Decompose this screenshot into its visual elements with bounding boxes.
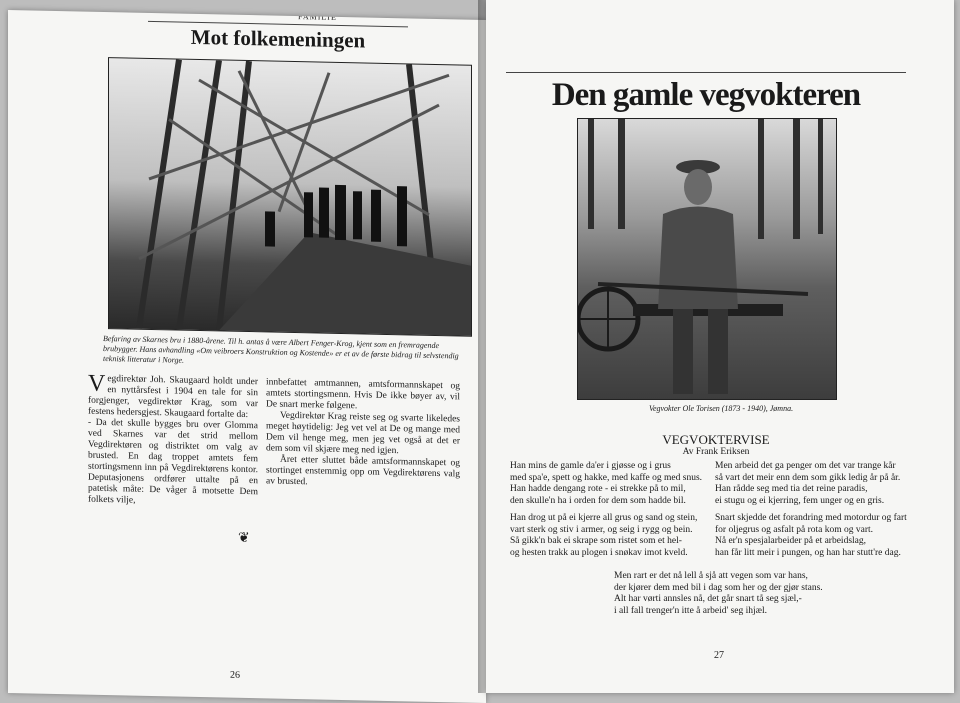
verse-line: Han drog ut på ei kjerre all grus og sand og stein, xyxy=(510,513,698,523)
verse-line: den skulle'n ha i orden for dem som hadde bil. xyxy=(510,495,686,506)
verse-line: Så gikk'n bak ei skrape som ristet som et hel- xyxy=(510,536,682,546)
poem-verse-2 xyxy=(715,461,900,507)
poem-title: VEGVOKTERVISE xyxy=(662,432,770,447)
verse-line: Men arbeid det ga penger om det var trange kår xyxy=(715,461,896,471)
paragraph xyxy=(88,370,258,422)
bridge-construction-photo xyxy=(108,57,472,337)
verse-line: ei stugu og ei kjerring, fem unger og en gris. xyxy=(715,495,885,506)
road-keeper-portrait-photo xyxy=(577,118,837,400)
ornament-icon: ❦ xyxy=(238,530,250,547)
paragraph: Året etter sluttet både amtsformannskapet og stortinget enstemmig opp om Vegdirektørens valg av brusted. xyxy=(266,454,460,488)
verse-line: i all fall trenger'n itte å arbeid' seg ihjæl. xyxy=(614,605,767,616)
road-keeper-illustration xyxy=(578,119,836,399)
paragraph: Vegdirektør Krag reiste seg og svarte likeledes meget høytidelig: Jeg vet vel at De og mange med Dem vil henge meg, men jeg vet også at det er dem som vil skjære meg ned igjen. xyxy=(266,410,460,457)
verse-line: for oljegrus og asfalt på rota kom og vart. xyxy=(715,524,874,535)
verse-line: vart sterk og stiv i armer, og seig i rygg og bein. xyxy=(510,524,693,535)
right-page-title: Den gamle vegvokteren xyxy=(506,72,906,114)
bridge-truss-illustration xyxy=(109,58,471,336)
poem-verse-1 xyxy=(510,461,702,507)
paragraph-text: egdirektør Joh. Skaugaard holdt under en nyttårsfest i 1904 en tale for sin forgjenger, vegdirektør Krag, som var festens hedersgjest. Skaugaard fortalte da: xyxy=(88,374,258,421)
article-column-2 xyxy=(266,377,460,491)
left-page xyxy=(8,10,486,703)
drop-cap: V xyxy=(88,370,106,398)
bridge-photo-caption: Befaring av Skarnes bru i 1880-årene. Til h. antas å være Albert Fenger-Krog, kjent som en fremragende brubygger. Hans avhandling «Om veibroers Konstruktion og Kostende» er et av de første bidrag til selvstendig teknisk litteratur i Norge. xyxy=(103,333,459,365)
poem-verse-3 xyxy=(510,513,697,559)
left-page-title: Mot folkemeningen xyxy=(148,21,408,54)
verse-line: Snart skjedde det forandring med motordur og fart xyxy=(715,513,907,523)
verse-line: der kjører dem med bil i dag som her og der gjør stans. xyxy=(614,582,823,593)
right-page xyxy=(486,0,954,693)
verse-line: Alt har vørti annsles nå, det går snart tå seg sjæl,- xyxy=(614,594,802,604)
verse-line: Men rart er det nå lell å sjå att vegen som var hans, xyxy=(614,571,808,581)
road-keeper-photo-caption: Vegvokter Ole Torisen (1873 - 1940), Jømna. xyxy=(648,404,794,413)
article-column-1 xyxy=(88,370,258,510)
verse-line: Han mins de gamle da'er i gjøsse og i grus xyxy=(510,461,671,471)
verse-line: med spa'e, spett og hakke, med kaffe og med snus. xyxy=(510,472,703,483)
verse-line: Han rådde seg med tia det reine paradis, xyxy=(715,484,868,494)
verse-line: Nå er'n spesjalarbeider på et arbeidslag, xyxy=(715,536,867,546)
verse-line: og hesten trakk au plogen i snøkav imot kveld. xyxy=(510,547,688,558)
verse-line: han får litt meir i pungen, og han har stutt're dag. xyxy=(715,547,901,558)
paragraph: innbefattet amtmannen, amtsformannskapet og amtets stortingsmenn. Hvis De ikke bøyer av, vil De snart merke følgene. xyxy=(266,377,460,412)
verse-line: så vart det meir enn dem som gikk ledig år på år. xyxy=(715,472,901,483)
page-number-right: 27 xyxy=(714,650,724,661)
running-head: FAMILIE xyxy=(298,12,337,22)
poem-verse-5 xyxy=(614,571,823,617)
poem-author: Av Frank Eriksen xyxy=(682,447,750,457)
paragraph: - Da det skulle bygges bru over Glomma ved Skarnes var det strid mellom Vegdirektøren og distriktet om valg av brusted. En dag troppet amtets fem stortingsmenn inn på Vegdirektørens kontor. Deputasjonens ordfører uttalte på en patetisk måte: De våger å motsette Dem folkets vilje, xyxy=(88,417,258,506)
poem-verse-4 xyxy=(715,513,907,559)
verse-line: Han hadde dengang rote - ei strekke på to mil, xyxy=(510,484,686,494)
page-number-left: 26 xyxy=(230,669,240,681)
